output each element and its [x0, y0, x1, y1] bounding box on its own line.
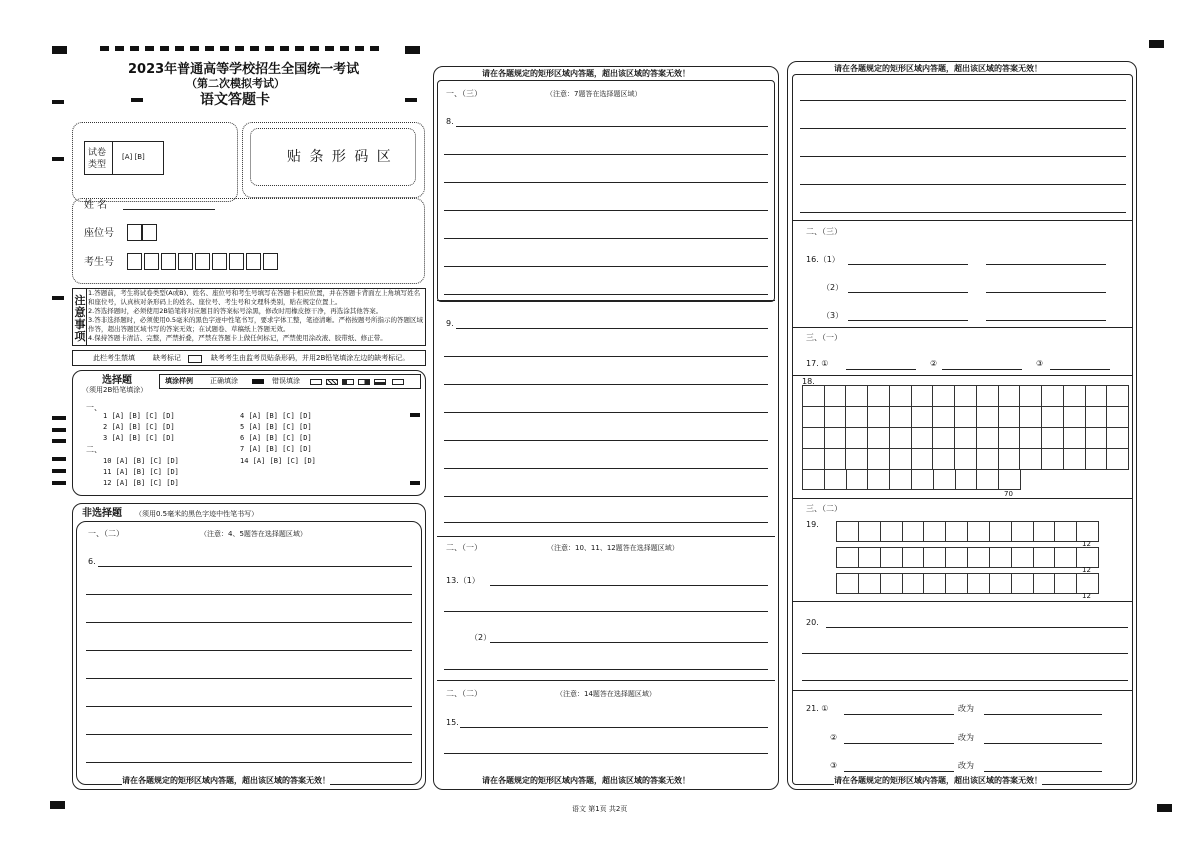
timing-mark [52, 296, 64, 300]
q8-label: 8. [446, 117, 454, 126]
col2-note-a: （注意：7题答在选择题区域） [546, 90, 642, 98]
q13-1-label: 13.（1） [446, 576, 480, 585]
q21-orig-1[interactable] [844, 714, 954, 715]
timing-mark [131, 98, 143, 102]
warning-col2-top: 请在各题规定的矩形区域内答题，超出该区域的答案无效！ [482, 69, 690, 78]
timing-mark [52, 100, 64, 104]
change-to-2: 改为 [958, 733, 974, 742]
q17-answer-3[interactable] [1050, 369, 1110, 370]
paper-type-label: 试卷类型 [88, 148, 107, 170]
absent-mark-box[interactable] [188, 355, 202, 363]
timing-mark [52, 469, 66, 473]
mc-row-6[interactable]: 6 [A] [B] [C] [D] [240, 434, 312, 442]
barcode-label: 贴 条 形 码 区 [287, 149, 393, 165]
page-footer: 语文 第1页 共2页 [572, 805, 628, 813]
q6-box [76, 521, 422, 785]
timing-mark [405, 98, 417, 102]
col2-sep-3 [437, 680, 775, 681]
q13-2-label: （2） [470, 633, 492, 642]
q6-label: 6. [88, 557, 96, 566]
nonchoice-note: （注意：4、5题答在选择题区域） [200, 530, 307, 538]
col3-sep-2 [792, 327, 1133, 328]
q21-new-3[interactable] [984, 771, 1102, 772]
mc-row-7[interactable]: 7 [A] [B] [C] [D] [240, 445, 312, 453]
timing-mark [405, 46, 420, 54]
notes-item-1: 1.答题前，考生将试卷类型(A或B)、姓名、座位号和考生号填写在答题卡相应位置，并在答题卡背面左上角填写姓名和座位号，认真核对条形码上的姓名、座位号、考生号和文理科类别，贴在规定位置上。 [88, 289, 421, 306]
mc-row-12[interactable]: 12 [A] [B] [C] [D] [103, 479, 179, 487]
choice-sec-2: 二、 [86, 445, 102, 454]
nonchoice-title: 非选择题 [82, 508, 122, 519]
col2-sec-c: 二、（二） [446, 689, 482, 698]
q21-1-label: 21. ① [806, 704, 829, 713]
mc-row-14[interactable]: 14 [A] [B] [C] [D] [240, 457, 316, 465]
notes-item-4: 4.保持答题卡清洁、完整，严禁折叠，严禁在答题卡上做任何标记，严禁使用涂改液、胶带纸、修正带。 [88, 334, 387, 342]
paper-type-divider [112, 141, 113, 175]
q18-grid[interactable] [802, 385, 1129, 470]
timing-mark [52, 481, 66, 485]
correct-label: 正确填涂 [210, 377, 238, 385]
q17-answer-2[interactable] [942, 369, 1022, 370]
timing-mark [1149, 40, 1164, 48]
q16-3-label: （3） [822, 311, 844, 320]
notes-item-3: 3.答非选择题时，必须使用0.5毫米的黑色字迹中性笔书写，要求字体工整，笔迹清晰。严格按题号所指示的答题区域作答，超出答题区域书写的答案无效；在试题卷、草稿纸上答题无效。 [88, 316, 424, 333]
q19-grid-1[interactable] [836, 521, 1099, 542]
notes-item-2: 2.答选择题时，必须使用2B铅笔将对应题目的答案标号涂黑，修改时用橡皮擦干净，再选涂其他答案。 [88, 307, 383, 315]
q19-count-1: 12 [1082, 540, 1091, 548]
q21-2-label: ② [830, 733, 838, 742]
warning-col1: 请在各题规定的矩形区域内答题，超出该区域的答案无效！ [122, 776, 330, 785]
seat-label: 座位号 [84, 228, 114, 239]
notes-divider [86, 288, 87, 346]
col2-sec-a: 一、（三） [446, 89, 482, 98]
timing-mark [52, 428, 66, 432]
mc-row-3[interactable]: 3 [A] [B] [C] [D] [103, 434, 175, 442]
col2-sep-2 [437, 536, 775, 537]
name-label: 姓 名 [84, 200, 108, 211]
warning-col3-top: 请在各题规定的矩形区域内答题，超出该区域的答案无效！ [834, 64, 1042, 73]
mc-row-1[interactable]: 1 [A] [B] [C] [D] [103, 412, 175, 420]
exam-title: 2023年普通高等学校招生全国统一考试 [128, 62, 360, 77]
q17-3-label: ③ [1036, 359, 1044, 368]
q21-new-1[interactable] [984, 714, 1102, 715]
mc-row-2[interactable]: 2 [A] [B] [C] [D] [103, 423, 175, 431]
paper-type-options[interactable]: [A] [B] [122, 153, 145, 161]
q17-answer-1[interactable] [846, 369, 916, 370]
q19-count-2: 12 [1082, 566, 1091, 574]
q15-label: 15. [446, 718, 459, 727]
q21-orig-2[interactable] [844, 743, 954, 744]
timing-mark [52, 457, 66, 461]
choice-sub: （须用2B铅笔填涂） [82, 386, 148, 394]
timing-mark [52, 439, 66, 443]
absent-forbidden: 此栏考生禁填 [93, 354, 135, 362]
q21-orig-3[interactable] [844, 771, 954, 772]
q16-2-label: （2） [822, 283, 844, 292]
col3-sep-4 [792, 498, 1133, 499]
exam-subtitle: （第二次模拟考试） [186, 77, 285, 90]
col3-sec-c: 三、（二） [806, 504, 842, 513]
absent-instruction: 缺考考生由监考员贴条形码，并用2B铅笔填涂左边的缺考标记。 [211, 354, 410, 362]
nonchoice-sub: （须用0.5毫米的黑色字迹中性笔书写） [135, 510, 259, 518]
timing-mark [1157, 804, 1172, 812]
nonchoice-sec: 一、（二） [88, 529, 124, 538]
card-name: 语文答题卡 [200, 92, 270, 108]
choice-title: 选择题 [102, 375, 132, 386]
q19-grid-2[interactable] [836, 547, 1099, 568]
col3-sep-3 [792, 375, 1133, 376]
absent-mark-label: 缺考标记 [153, 354, 181, 362]
mc-row-11[interactable]: 11 [A] [B] [C] [D] [103, 468, 179, 476]
change-to-3: 改为 [958, 761, 974, 770]
timing-mark [52, 416, 66, 420]
q18-grid-last-row[interactable] [802, 469, 1021, 490]
q8-box [437, 80, 775, 302]
q16-1-label: 16.（1） [806, 255, 840, 264]
mc-row-10[interactable]: 10 [A] [B] [C] [D] [103, 457, 179, 465]
col2-sep-1 [437, 300, 775, 301]
q9-label: 9. [446, 319, 454, 328]
col2-sec-b: 二、（一） [446, 543, 482, 552]
q19-count-3: 12 [1082, 592, 1091, 600]
q19-grid-3[interactable] [836, 573, 1099, 594]
q19-label: 19. [806, 520, 819, 529]
q20-label: 20. [806, 618, 819, 627]
timing-mark [52, 157, 64, 161]
change-to-1: 改为 [958, 704, 974, 713]
col2-note-b: （注意：10、11、12题答在选择题区域） [547, 544, 679, 552]
q18-label: 18. [802, 377, 815, 386]
q21-3-label: ③ [830, 761, 838, 770]
name-field[interactable] [123, 209, 215, 210]
timing-mark [50, 801, 65, 809]
col3-sep-6 [792, 690, 1133, 691]
wrong-label: 错误填涂 [272, 377, 300, 385]
col3-sep-1 [792, 220, 1133, 221]
exam-no-label: 考生号 [84, 257, 114, 268]
sample-label: 填涂样例 [165, 377, 193, 385]
top-dash-bar [100, 46, 380, 51]
mc-row-4[interactable]: 4 [A] [B] [C] [D] [240, 412, 312, 420]
warning-col2-bottom: 请在各题规定的矩形区域内答题，超出该区域的答案无效！ [482, 776, 690, 785]
q18-count: 70 [1004, 490, 1013, 498]
col3-sep-5 [792, 601, 1133, 602]
warning-col3-bottom: 请在各题规定的矩形区域内答题，超出该区域的答案无效！ [834, 776, 1042, 785]
choice-sec-1: 一、 [86, 403, 102, 412]
col3-sec-a: 二、（三） [806, 227, 842, 236]
q17-2-label: ② [930, 359, 938, 368]
mc-row-5[interactable]: 5 [A] [B] [C] [D] [240, 423, 312, 431]
candidate-box [72, 198, 425, 284]
q21-new-2[interactable] [984, 743, 1102, 744]
col2-note-c: （注意：14题答在选择题区域） [556, 690, 656, 698]
timing-mark [52, 46, 67, 54]
notes-label: 注意事项 [74, 294, 86, 343]
correct-sample [252, 379, 264, 384]
q17-label: 17. ① [806, 359, 829, 368]
col3-sec-b: 三、（一） [806, 333, 842, 342]
